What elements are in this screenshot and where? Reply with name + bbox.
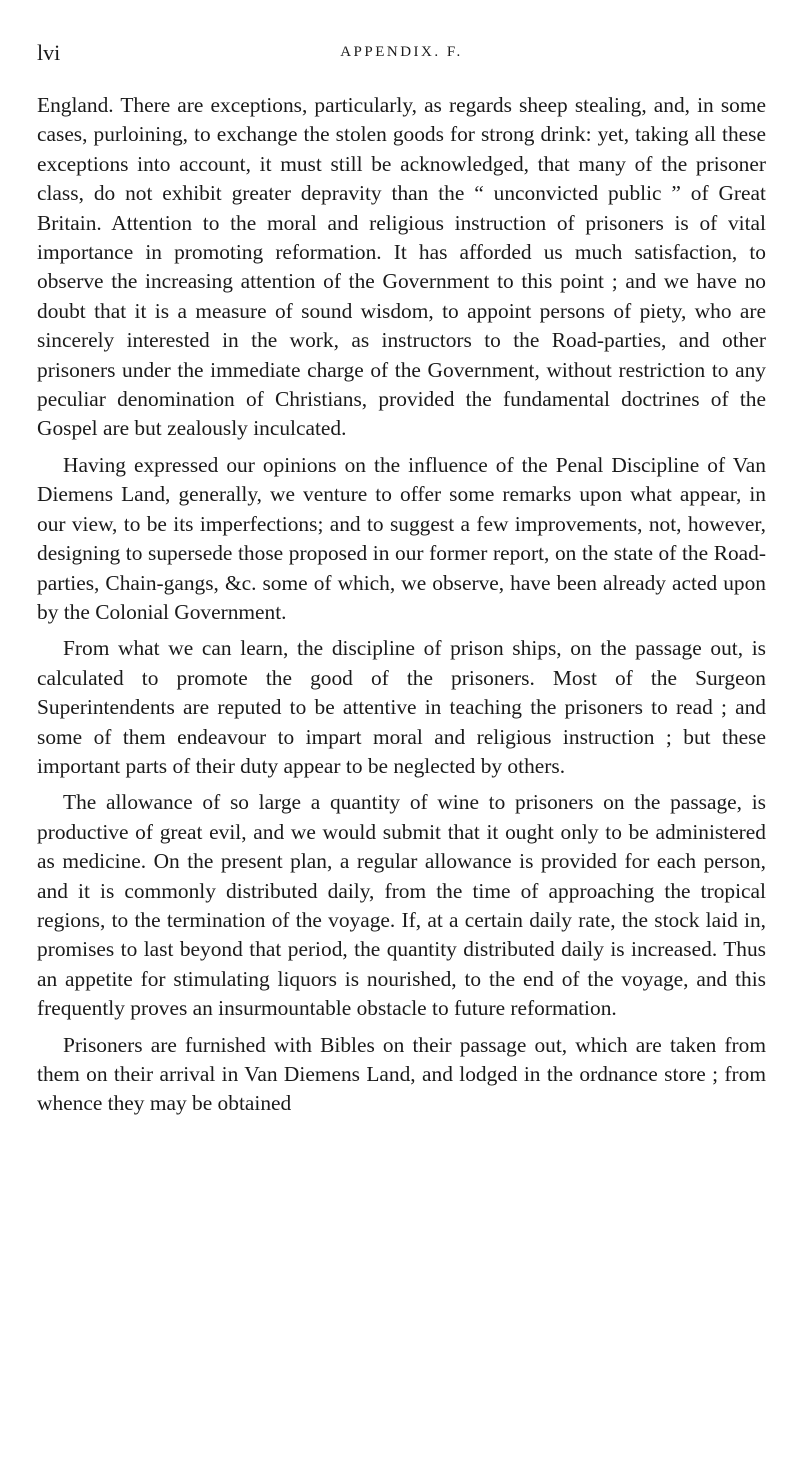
paragraph-bibles: Prisoners are furnished with Bibles on their passage out, which are taken from them on their arrival in Van Diemens Land, and lodged in the ordnance store ; from whence they may be obtained — [37, 1032, 766, 1116]
body-text — [37, 91, 766, 1119]
page-number: lvi — [37, 40, 61, 65]
running-head — [37, 40, 766, 80]
paragraph-continued: England. There are exceptions, particularly, as regards sheep stealing, and, in some cases, purloining, to exchange the stolen goods for strong drink: yet, taking all these exceptions into account, it must still be acknowledged, that many of the prisoner class, do not exhibit greater depravity than the “ unconvicted public ” of Great Britain. Attention to the moral and religious instruction of prisoners is of vital importance in promoting reformation. It has afforded us much satisfaction, to observe the increasing attention of the Government to this point ; and we have no doubt that it is a measure of sound wisdom, to appoint persons of piety, who are sincerely interested in the work, as instructors to the Road-parties, and other prisoners under the immediate charge of the Government, without restriction to any peculiar denomination of Christians, provided the fundamental doctrines of the Gospel are but zealously inculcated. — [37, 93, 766, 441]
running-title: APPENDIX. F. — [340, 44, 463, 60]
paragraph-penal-discipline: Having expressed our opinions on the influence of the Penal Discipline of Van Diemens Land, generally, we venture to offer some remarks upon what appear, in our view, to be its imperfections; and to suggest a few improvements, not, however, designing to supersede those proposed in our former report, on the state of the Road-parties, Chain-gangs, &c. some of which, we observe, have been already acted upon by the Colonial Government. — [37, 452, 766, 624]
paragraph-wine-allowance: The allowance of so large a quantity of wine to prisoners on the passage, is productive of great evil, and we would submit that it ought only to be administered as medicine. On the present plan, a regular allowance is provided for each person, and it is commonly distributed daily, from the time of approaching the tropical regions, to the termination of the voyage. If, at a certain daily rate, the stock laid in, promises to last beyond that period, the quantity distributed daily is increased. Thus an appetite for stimulating liquors is nourished, to the end of the voyage, and this frequently proves an insurmountable obstacle to future reformation. — [37, 790, 766, 1021]
paragraph-prison-ships: From what we can learn, the discipline of prison ships, on the passage out, is calculated to promote the good of the prisoners. Most of the Surgeon Superintendents are reputed to be attentive in teaching the prisoners to read ; and some of them endeavour to impart moral and religious instruction ; but these important parts of their duty appear to be neglected by others. — [37, 636, 766, 778]
